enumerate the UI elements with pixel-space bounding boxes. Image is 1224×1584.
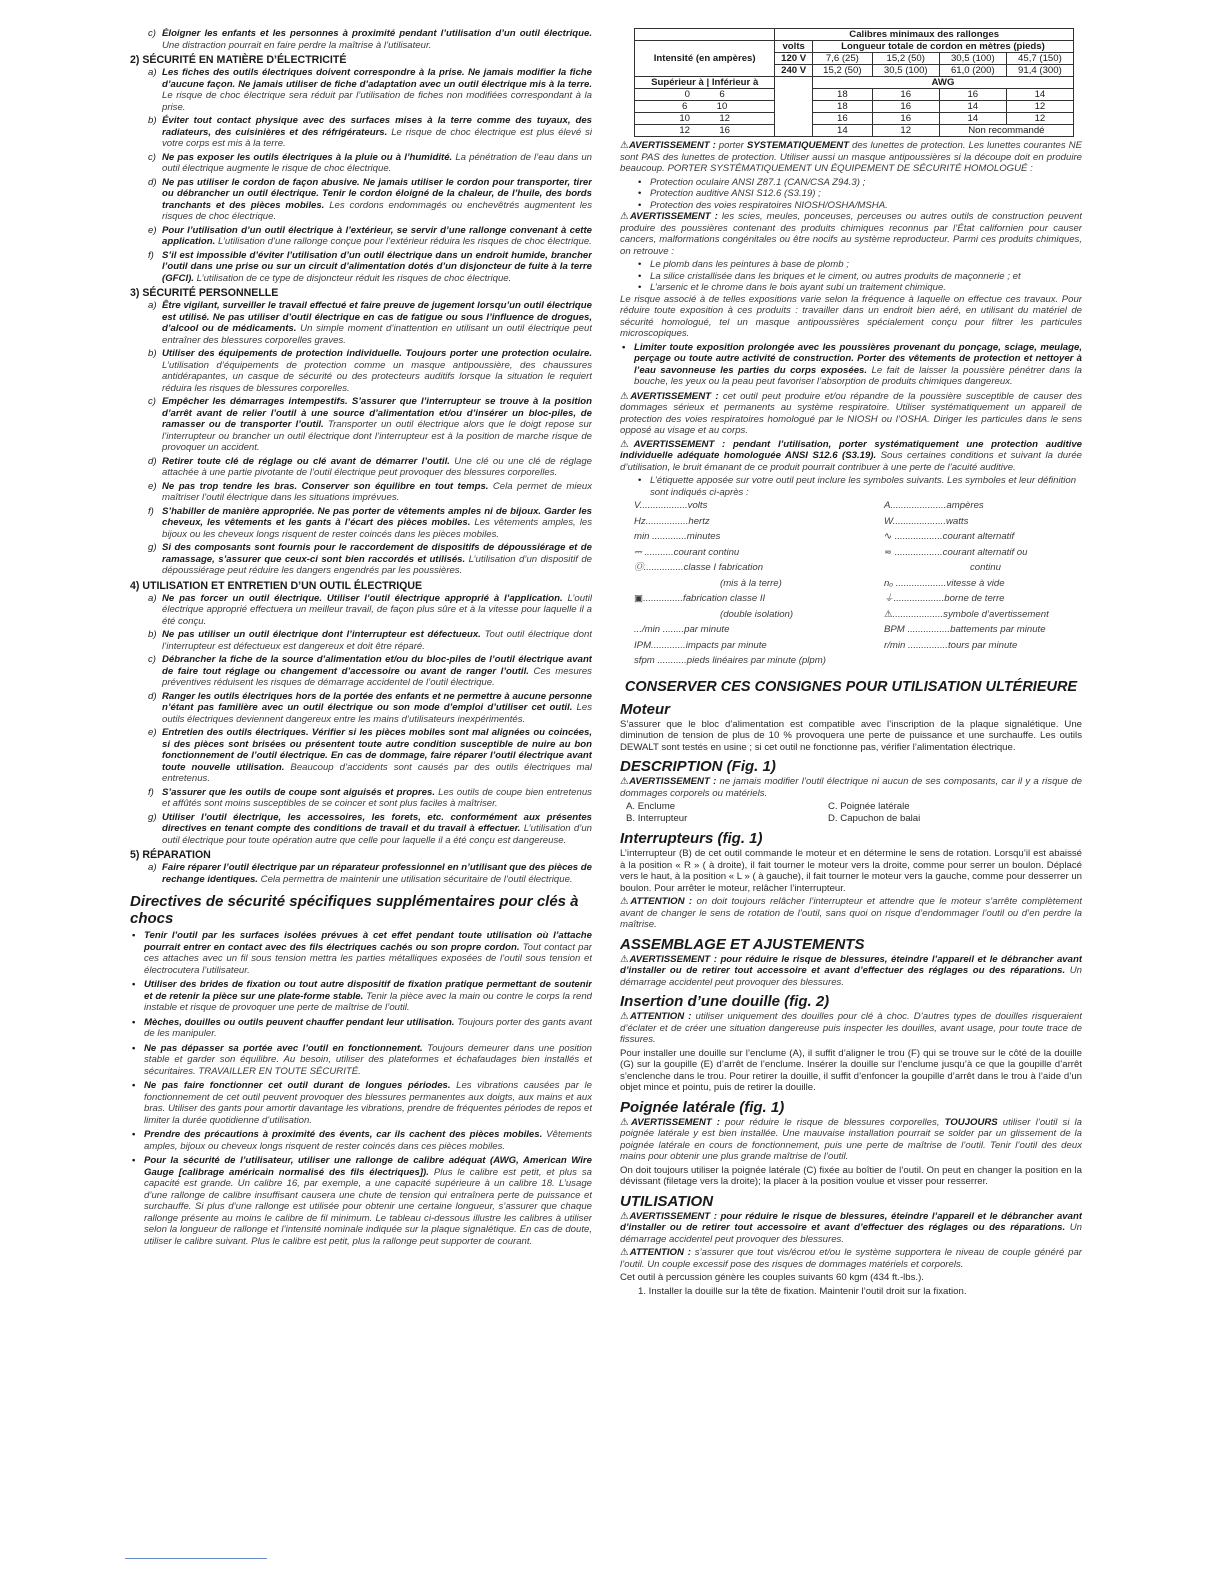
warning-icon: ⚠ (620, 1116, 632, 1128)
warning-icon: ⚠ (620, 776, 630, 787)
table-cell: 91,4 (300) (1006, 65, 1073, 77)
symbol-entry: Hz................hertz (634, 515, 710, 527)
list-item: e) Ne pas trop tendre les bras. Conserver son équilibre en tout temps. Cela permet de mieux maîtriser l’outil électrique dans les situations imprévues. (148, 480, 592, 503)
range-header: Supérieur à | Inférieur à (635, 77, 775, 89)
conserve-heading: CONSERVER CES CONSIGNES POUR UTILISATION ULTÉRIEURE (624, 678, 1078, 695)
symbol-entry: nₒ ...................vitesse à vide (884, 577, 1005, 589)
left-column (130, 28, 592, 1544)
symbol-entry: V..................volts (634, 500, 708, 511)
torque-text: Cet outil à percussion génère les couples suivants 60 kgm (434 ft.-lbs.). (620, 1272, 924, 1283)
warning-glasses: ⚠AVERTISSEMENT : porter SYSTEMATIQUEMENT des lunettes de protection. Les lunettes courantes NE sont PAS des lunettes de protection. Utiliser aussi un masque antipoussières si la découpe doit en produire beaucoup. PORTER SYSTÉMATIQUEMENT UN ÉQUIPEMENT DE SÉCURITÉ HOMOLOGUÉ : (620, 140, 1082, 174)
list-item: b) Ne pas utiliser un outil électrique dont l’interrupteur est défectueux. Tout outil électrique dont l’interrupteur est défectueux est dangereux et doit être réparé. (148, 629, 592, 652)
symbol-entry: BPM ................battements par minute (884, 624, 1046, 635)
operation-heading: UTILISATION (620, 1192, 714, 1210)
table-cell: 30,5 (100) (872, 65, 939, 77)
warning-icon: ⚠ (620, 140, 629, 151)
section-title: 5) RÉPARATION (130, 849, 211, 861)
table-cell: 15,2 (50) (812, 65, 872, 77)
length-header: Longueur totale de cordon en mètres (pieds) (812, 41, 1073, 53)
voltage-120: 120 V (775, 53, 813, 65)
list-item: a) Les fiches des outils électriques doivent correspondre à la prise. Ne jamais modifier la fiche d’aucune façon. Ne jamais utiliser de fiche d’adaptation avec un outil électrique mis à la terre. Le risque de choc électrique sera réduit par l’utilisation de fiches non modifiées correspondant à la prise. (148, 67, 592, 113)
symbol-entry: r/min ...............tours par minute (884, 639, 1018, 651)
table-cell: 61,0 (200) (939, 65, 1006, 77)
table-cell: 15,2 (50) (872, 53, 939, 65)
symbol-entry: sfpm ...........pieds linéaires par minute (plpm) (634, 655, 826, 666)
symbol-entry: (mis à la terre) (720, 577, 782, 589)
section-title: 3) SÉCURITÉ PERSONNELLE (130, 287, 279, 299)
part-item: B. Interrupteur (626, 813, 688, 824)
table-row: 12 16 14 12 Non recommandé (635, 125, 1074, 137)
section-use-care (130, 580, 592, 847)
symbol-entry (884, 653, 1082, 669)
awg-header: AWG (812, 77, 1073, 89)
intensity-header: Intensité (en ampères) (635, 41, 775, 77)
list-item: b) Éviter tout contact physique avec des surfaces mises à la terre comme des tuyaux, des radiateurs, des cuisinières et des réfrigérateurs. Le risque de choc électrique est plus élevé si votre corps est mis à la terre. (148, 115, 592, 149)
bullet-item: • Ne pas faire fonctionner cet outil durant de longues périodes. Les vibrations causées par le fonctionnement de cet outil peuvent provoquer des blessures permanentes aux doigts, aux mains et aux bras. Utiliser des gants pour amortir davantage les vibrations, prendre de fréquentes périodes de repos et limiter la durée quotidienne d’utilisation. (130, 1080, 592, 1126)
list-item: b) Utiliser des équipements de protection individuelle. Toujours porter une protection oculaire. L’utilisation d’équipements de protection comme un masque antipoussière, des chaussures antidérapantes, un casque de sécurité ou des protecteurs auditifs lorsque la situation le requiert réduira les risques de blessures corporelles. (148, 348, 592, 394)
parts-list (626, 801, 1082, 825)
list-item: • Protection auditive ANSI S12.6 (S3.19) ; (620, 188, 1082, 200)
list-item: • Protection des voies respiratoires NIOSH/OSHA/MSHA. (620, 200, 1082, 212)
warning-icon: ⚠ (620, 211, 630, 222)
caution-torque: ⚠ATTENTION : s’assurer que tout vis/écrou et/ou le système supportera le niveau de couple généré par l’outil. Un couple excessif pose des risques de dommages matériels et corporels. (620, 1247, 1082, 1270)
warning-icon: ⚠ (620, 390, 631, 402)
warning-operation: ⚠AVERTISSEMENT : pour réduire le risque de blessures, éteindre l’appareil et le débrancher avant d’installer ou de retirer tout accessoire et avant d’effectuer des réglages ou des réparations. Un démarrage accidentel peut provoquer des blessures. (620, 1210, 1082, 1245)
list-item: c) Ne pas exposer les outils électriques à la pluie ou à l’humidité. La pénétration de l’eau dans un outil électrique augmente le risque de choc électrique. (148, 151, 592, 174)
section-title: 4) UTILISATION ET ENTRETIEN D’UN OUTIL ÉLECTRIQUE (130, 579, 423, 592)
symbol-entry: continu (970, 562, 1001, 573)
intro-item: c) Éloigner les enfants et les personnes à proximité pendant l’utilisation d’un outil électrique. Une distraction pourrait en faire perdre la maîtrise à l’utilisateur. (148, 28, 592, 51)
bullet-item: • Limiter toute exposition prolongée avec les poussières provenant du ponçage, sciage, meulage, perçage ou toute autre activité de construction. Porter des vêtements de protection et nettoyer à l’eau savonneuse les parties du corps exposées. Le fait de laisser la poussière pénétrer dans la bouche, les yeux ou la peau peut favoriser l’absorption de produits chimiques dangereux. (620, 342, 1082, 388)
part-item: C. Poignée latérale (828, 801, 910, 812)
table-cell: 7,6 (25) (812, 53, 872, 65)
warning-icon: ⚠ (620, 953, 630, 965)
symbols-grid (634, 498, 1082, 669)
list-item: • La silice cristallisée dans les briques et le ciment, ou autres produits de maçonnerie ; et (620, 271, 1082, 283)
footer-rule (125, 1558, 267, 1559)
right-column (620, 28, 1082, 1544)
caution-switch: ⚠ATTENTION : on doit toujours relâcher l’interrupteur et attendre que le moteur s’arrête complètement avant de changer le sens de rotation de l’outil, sans quoi on risque d’endommager l’outil ou d’en perdre la maîtrise. (620, 896, 1082, 930)
list-item: c) Débrancher la fiche de la source d’alimentation et/ou du bloc-piles de l’outil électrique avant de faire tout réglage ou changement d’accessoire ou avant de ranger l’outil. Ces mesures préventives réduisent les risques de démarrage accidentel de l’outil électrique. (148, 654, 592, 688)
symbol-entry: ⏚...................borne de terre (884, 593, 1005, 604)
section-title: 2) SÉCURITÉ EN MATIÈRE D’ÉLECTRICITÉ (130, 54, 347, 66)
bullet-item: • Prendre des précautions à proximité des évents, car ils cachent des pièces mobiles. Vêtements amples, bijoux ou cheveux longs risquent de rester coincés dans ces pièces mobiles. (130, 1129, 592, 1152)
table-row: 10 12 16 16 14 12 (635, 113, 1074, 125)
step-1: 1. Installer la douille sur la tête de fixation. Maintenir l’outil droit sur la fixation. (638, 1285, 967, 1297)
list-item: a) Ne pas forcer un outil électrique. Utiliser l’outil électrique approprié à l’application. L’outil électrique approprié effectuera un meilleur travail, de façon plus sûre et à la vitesse pour laquelle il a été conçu. (148, 592, 592, 627)
bullet-item: • Ne pas dépasser sa portée avec l’outil en fonctionnement. Toujours demeurer dans une position stable et garder son équilibre. Au besoin, utiliser des plateformes et échafaudages bien installés et sécuritaires. TRAVAILLER EN TOUTE SÉCURITÉ. (130, 1043, 592, 1078)
sup-header: Supérieur à (651, 77, 704, 88)
part-item: A. Enclume (626, 801, 676, 812)
list-item: c) Empêcher les démarrages intempestifs. S’assurer que l’interrupteur se trouve à la position d’arrêt avant de relier l’outil à une source d’alimentation et/ou d’insérer un bloc-piles, de ramasser ou de transporter l’outil. Transporter un outil électrique alors que le doigt repose sur l’interrupteur ou brancher un outil électrique dont l’interrupteur est à la position de marche risque de provoquer un accident. (148, 396, 592, 453)
socket-heading: Insertion d’une douille (fig. 2) (620, 993, 830, 1010)
symbol-entry: ▣...............fabrication classe II (634, 593, 766, 604)
symbol-entry: ⚠...................symbole d’avertissement (884, 608, 1049, 620)
risk-text: Le risque associé à de telles expositions varie selon la fréquence à laquelle on effectue ces travaux. Pour réduire toute exposition à ces produits : travailler dans un endroit bien aéré, en utilisant du matériel de sécurité homologué, tel un masque antipoussières spécialement conçu pour filtrer les particules microscopiques. (620, 293, 1082, 339)
symbol-entry: (double isolation) (720, 608, 794, 620)
directives-heading: Directives de sécurité spécifiques supplémentaires pour clés à chocs (130, 893, 579, 927)
warning-chemicals: ⚠AVERTISSEMENT : les scies, meules, ponceuses, perceuses ou autres outils de construction peuvent produire des poussières contenant des produits chimiques reconnus par l’État californien pour causer cancers, malformations congénitales ou être nocifs au système reproducteur. Parmi ces produits chimiques, on retrouve : (620, 211, 1082, 257)
symbol-entry: IPM.............impacts par minute (634, 639, 767, 651)
bullet-item: • Pour la sécurité de l’utilisateur, utiliser une rallonge de calibre adéquat (AWG, American Wire Gauge [calibrage américain normalisé des fils électriques]). Plus le calibre est petit, et plus sa capacité est grande. Un calibre 16, par exemple, a une capacité supérieure à un calibre 18. L’usage d’une rallonge de calibre insuffisant causera une chute de tension qui entraînera perte de puissance et surchauffe. Si plus d’une rallonge est utilisée pour obtenir une certaine longueur, s’assurer que chaque rallonge présente au moins le calibre de fil minimum. Le tableau ci-dessous illustre les calibres à utiliser selon la longueur de rallonge et l’intensité nominale indiquée sur la plaque signalétique. En cas de doute, utiliser le calibre suivant. Plus le calibre est petit, plus la rallonge peut supporter de courant. (130, 1155, 592, 1247)
volts-header: volts (775, 41, 813, 53)
list-item: a) Faire réparer l’outil électrique par un réparateur professionnel en n’utilisant que des pièces de rechange identiques. Cela permettra de maintenir une utilisation sécuritaire de l’outil électrique. (148, 862, 592, 885)
moteur-heading: Moteur (620, 700, 670, 718)
table-cell: 45,7 (150) (1006, 53, 1073, 65)
warning-icon: ⚠ (620, 1011, 631, 1022)
bullet-item: • Mèches, douilles ou outils peuvent chauffer pendant leur utilisation. Toujours porter des gants avant de les manipuler. (130, 1017, 592, 1040)
symbol-entry: .../min ........par minute (634, 624, 730, 635)
symbol-entry: W....................watts (884, 515, 969, 527)
extension-cord-table (634, 28, 1074, 137)
symbol-entry: min .............minutes (634, 531, 721, 542)
list-item: d) Ranger les outils électriques hors de la portée des enfants et ne permettre à aucune personne n’étant pas familière avec un outil électrique ou son mode d’emploi d’utiliser cet outil. Les outils électriques deviennent dangereux entre les mains d’utilisateurs inexpérimentés. (148, 690, 592, 725)
assembly-heading: ASSEMBLAGE ET AJUSTEMENTS (620, 935, 865, 953)
list-item: • Le plomb dans les peintures à base de plomb ; (620, 259, 1082, 271)
warning-icon: ⚠ (620, 1247, 630, 1258)
list-item: • L’arsenic et le chrome dans le bois ayant subi un traitement chimique. (620, 282, 1082, 294)
table-row: 0 6 18 16 16 14 (635, 89, 1074, 101)
section-repair (130, 849, 592, 885)
list-item: • Protection oculaire ANSI Z87.1 (CAN/CSA Z94.3) ; (620, 177, 1082, 189)
list-item: g) Si des composants sont fournis pour le raccordement de dispositifs de dépoussiérage et de ramassage, s’assurer que ceux-ci sont bien raccordés et utilisés. L’utilisation d’un dispositif de dépoussiérage peut réduire les dangers engendrés par les poussières. (148, 542, 592, 576)
moteur-text: S’assurer que le bloc d’alimentation est compatible avec l’inscription de la plaque signalétique. Une diminution de tension de plus de 10 % provoquera une perte de puissance et une surchauffe. Les outils DEWALT sont testés en usine ; si cet outil ne fonctionne pas, vérifier l’alimentation électrique. (620, 718, 1082, 753)
list-item: d) Ne pas utiliser le cordon de façon abusive. Ne jamais utiliser le cordon pour transporter, tirer ou débrancher un outil électrique. Tenir le cordon éloigné de la chaleur, de l’huile, des bords tranchants et des pièces mobiles. Les cordons endommagés ou enchevêtrés augmentent les risques de choc électrique. (148, 176, 592, 222)
symbol-entry: Ⓞ...............classe I fabrication (634, 562, 764, 573)
warning-handle: ⚠AVERTISSEMENT : pour réduire le risque de blessures corporelles, TOUJOURS utiliser l’outil si la poignée latérale y est bien installée. Une mauvaise installation pourrait se solder par un glissement de la poignée latérale en cours de fonctionnement, puis une perte de maîtrise de l’outil. Tenir l’outil des deux mains pour obtenir une plus grande maîtrise de l’outil. (620, 1116, 1082, 1162)
bullet-item: • Utiliser des brides de fixation ou tout autre dispositif de fixation pratique permettant de soutenir et de retenir la pièce sur une plate-forme stable. Tenir la pièce avec la main ou contre le corps la rend instable et risque de provoquer une perte de maîtrise de l’outil. (130, 979, 592, 1014)
list-item: f) S’il est impossible d’éviter l’utilisation d’un outil électrique dans un endroit humide, brancher l’outil dans une prise ou sur un circuit d’alimentation dotés d’un disjoncteur de fuite à la terre (GFCI). L’utilisation de ce type de disjoncteur réduit les risques de choc électrique. (148, 249, 592, 284)
warning-description: ⚠AVERTISSEMENT : ne jamais modifier l’outil électrique ni aucun de ses composants, car il y a risque de dommages corporels ou matériels. (620, 776, 1082, 799)
section-personal (130, 287, 592, 577)
part-item: D. Capuchon de balai (828, 813, 921, 824)
table-row: 6 10 18 16 14 12 (635, 101, 1074, 113)
side-handle-text: On doit toujours utiliser la poignée latérale (C) fixée au boîtier de l’outil. On peut en changer la position en la dévissant (filetage vers la droite); la placer à la position voulue et visser pour resserrer. (620, 1164, 1082, 1187)
voltage-240: 240 V (775, 65, 813, 77)
bullet-item: • Tenir l’outil par les surfaces isolées prévues à cet effet pendant toute utilisation où l’attache pourrait entrer en contact avec des fils électriques cachés ou son propre cordon. Tout contact par ces attaches avec un fil sous tension mettra les parties métalliques exposées de l’outil sous tension et électrocutera l’utilisateur. (130, 930, 592, 976)
symbol-entry: ∿ ..................courant alternatif (884, 531, 1015, 542)
socket-text: Pour installer une douille sur l’enclume (A), il suffit d’aligner le trou (F) qui se trouve sur le côté de la douille (G) sur la goupille (E) d’arrêt de l’enclume. Insérer la douille sur l’enclume jusqu’à ce que la goupille d’arrêt s’enclenche dans le trou. Pour retirer la douille, il suffit d’enfoncer la goupille d’arrêt dans le trou à l’aide d’un objet mince et pointu, puis de retirer la douille. (620, 1047, 1082, 1093)
symbol-entry: ⎓ ...........courant continu (634, 546, 740, 558)
table-cell: 30,5 (100) (939, 53, 1006, 65)
warning-icon: ⚠ (620, 438, 634, 450)
caution-socket: ⚠ATTENTION : utiliser uniquement des douilles pour clé à choc. D’autres types de douilles risqueraient d’éclater et de créer une situation dangereuse puis inspecter les douilles, avant usage, pour toute trace de fissures. (620, 1011, 1082, 1045)
warning-hearing: ⚠AVERTISSEMENT : pendant l’utilisation, porter systématiquement une protection auditive individuelle adéquate homologuée ANSI S12.6 (S3.19). Sous certaines conditions et suivant la durée d’utilisation, le bruit émanant de ce produit pourrait contribuer à une perte de l’acuité auditive. (620, 438, 1082, 473)
table-title: Calibres minimaux des rallonges (775, 29, 1074, 41)
side-handle-heading: Poignée latérale (fig. 1) (620, 1098, 785, 1116)
warning-dust: ⚠AVERTISSEMENT : cet outil peut produire et/ou répandre de la poussière susceptible de causer des dommages sérieux et permanents au système respiratoire. Utiliser systématiquement un appareil de protection des voies respiratoires homologué par le NIOSH ou l’OSHA. Diriger les particules dans le sens opposé au visage et au corps. (620, 390, 1082, 436)
switches-text: L’interrupteur (B) de cet outil commande le moteur et en détermine le sens de rotation. Lorsqu’il est abaissé à la position « R » ( à droite), il fait tourner le moteur vers la droite, comme pour serrer un boulon. Déplacé vers le haut, à la position « L » ( à gauche), il fait tourner le moteur vers la gauche, comme pour desserrer un boulon. Pour arrêter le moteur, relâcher l’interrupteur. (620, 848, 1082, 894)
list-item: g) Utiliser l’outil électrique, les accessoires, les forets, etc. conformément aux présentes directives en tenant compte des conditions de travail et du travail à effectuer. L’utilisation d’un outil électrique pour toute opération autre que celle pour laquelle il a été conçu est dangereuse. (148, 811, 592, 846)
list-item: d) Retirer toute clé de réglage ou clé avant de démarrer l’outil. Une clé ou une clé de réglage attachée à une partie pivotante de l’outil électrique peut provoquer des blessures corporelles. (148, 455, 592, 478)
section-electricity (130, 54, 592, 284)
list-item: f) S’habiller de manière appropriée. Ne pas porter de vêtements amples ni de bijoux. Garder les cheveux, les vêtements et les gants à l’écart des pièces mobiles. Les vêtements amples, les bijoux ou les cheveux longs risquent de rester coincés dans les pièces mobiles. (148, 505, 592, 540)
description-heading: DESCRIPTION (Fig. 1) (620, 758, 776, 775)
list-item: e) Pour l’utilisation d’un outil électrique à l’extérieur, se servir d’une rallonge convenant à cette application. L’utilisation d’une rallonge conçue pour l’extérieur réduira les risques de choc électrique. (148, 224, 592, 247)
list-item: f) S’assurer que les outils de coupe sont aiguisés et propres. Les outils de coupe bien entretenus et affûtés sont moins susceptibles de se coincer et sont plus faciles à maîtriser. (148, 786, 592, 809)
warning-icon: ⚠ (620, 1210, 630, 1222)
warning-assembly: ⚠AVERTISSEMENT : pour réduire le risque de blessures, éteindre l’appareil et le débrancher avant d’installer ou de retirer tout accessoire et avant d’effectuer des réglages ou des réparations. Un démarrage accidentel peut provoquer des blessures. (620, 953, 1082, 988)
list-item: a) Être vigilant, surveiller le travail effectué et faire preuve de jugement lorsqu’un outil électrique est utilisé. Ne pas utiliser d’outil électrique en cas de fatigue ou sous l’influence de drogues, d’alcool ou de médicaments. Un simple moment d’inattention en utilisant un outil électrique peut entraîner des blessures corporelles graves. (148, 300, 592, 346)
symbols-intro: • L’étiquette apposée sur votre outil peut inclure les symboles suivants. Les symboles et leur définition sont indiqués ci-après : (620, 475, 1082, 498)
symbol-entry: ≂ ..................courant alternatif ou (884, 546, 1028, 558)
switches-heading: Interrupteurs (fig. 1) (620, 830, 763, 847)
list-item: e) Entretien des outils électriques. Vérifier si les pièces mobiles sont mal alignées ou coincées, si des pièces sont brisées ou présentent toute autre condition susceptible de nuire au bon fonctionnement de l’outil électrique. En cas de dommage, faire réparer l’outil électrique avant toute nouvelle utilisation. Beaucoup d’accidents sont causés par des outils électriques mal entretenus. (148, 727, 592, 784)
symbol-entry: A.....................ampères (884, 500, 984, 511)
inf-header: Inférieur à (711, 77, 759, 88)
warning-icon: ⚠ (620, 896, 631, 907)
